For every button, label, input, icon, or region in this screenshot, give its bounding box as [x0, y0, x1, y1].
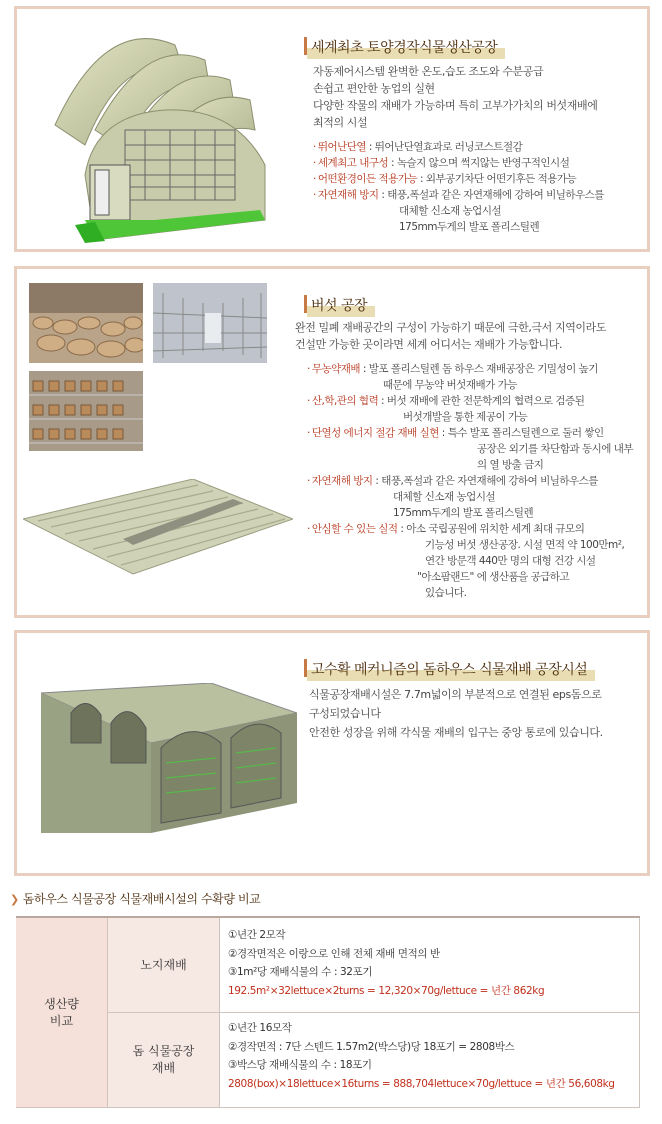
row-detail-lines [228, 926, 544, 1000]
bullet-text: : 녹슬지 않으며 썩지않는 반영구적인시설 [388, 157, 570, 169]
row-detail-lines [228, 1019, 615, 1093]
bullet-continuation: 175mm두게의 발포 폴리스틸렌 [399, 221, 540, 233]
bullet-key: 세계최고 내구성 [317, 157, 389, 169]
dome-factory-panel [14, 6, 650, 252]
bullet-item: · 단열성 에너지 절감 재배 실현 : 특수 발포 폴리스틸렌으로 둘러 쌓인 [307, 427, 604, 439]
detail-line: ③1m²당 재배식물의 수 : 32포기 [228, 966, 373, 978]
bullet-text: : 태풍,폭설과 같은 자연재해에 강하여 비닐하우스를 [372, 475, 598, 487]
bullet-text: : 태풍,폭설과 같은 자연재해에 강하여 비닐하우스를 [378, 189, 604, 201]
bullet-key: 무농약재배 [311, 363, 361, 375]
bullet-continuation: 의 열 방출 금지 [477, 459, 544, 471]
bullet-text: : 외부공기차단 어떤기후든 적용가능 [417, 173, 577, 185]
intro-line: 건설만 가능한 곳이라면 세계 어디서는 재배가 가능합니다. [295, 338, 563, 351]
bullet-text: : 발포 폴리스틸렌 돔 하우스 재배공장은 기밀성이 높기 [360, 363, 598, 375]
mushroom-photo-3 [29, 371, 143, 451]
bullet-key: 자연재해 방지 [317, 189, 379, 201]
yield-comparison-table [16, 916, 640, 1106]
bullet-text: : 뛰어난단열효과로 러닝코스트절감 [366, 141, 523, 153]
panel3-description [309, 685, 603, 742]
bullet-item: · 무농약재배 : 발포 폴리스틸렌 돔 하우스 재배공장은 기밀성이 높기 [307, 363, 598, 375]
panel2-bullets [307, 361, 633, 601]
bullet-key: 안심할 수 있는 실적 [311, 523, 398, 535]
detail-line: ①년간 2모작 [228, 929, 286, 941]
intro-line: 자동제어시스템 완벽한 온도,습도 조도와 수분공급 [313, 65, 544, 78]
dome-house-illustration [35, 15, 297, 245]
comparison-title-text: 돔하우스 식물공장 식물재배시설의 수확량 비교 [22, 892, 261, 906]
intro-line: 손쉽고 편안한 농업의 실현 [313, 82, 435, 95]
detail-line: ②경작면적은 이랑으로 인해 전체 재배 면적의 반 [228, 947, 440, 960]
panel2-intro [295, 319, 606, 353]
bullet-continuation: 175mm두게의 발포 폴리스틸렌 [393, 507, 534, 519]
bullet-item: · 자연재해 방지 : 태풍,폭설과 같은 자연재해에 강하여 비닐하우스를 [307, 475, 598, 487]
bullet-key: 뛰어난단열 [317, 141, 367, 153]
bullet-text: : 아소 국립공원에 위치한 세계 최대 규모의 [397, 523, 585, 535]
comparison-title [10, 890, 260, 907]
bullet-item: · 산,학,관의 협력 : 버섯 재배에 관한 전문학계의 협력으로 검증된 [307, 395, 585, 407]
bullet-key: 어떤환경이든 적용가능 [317, 173, 418, 185]
detail-line: ①년간 16모작 [228, 1022, 292, 1034]
panel3-heading: 고수확 메커니즘의 돔하우스 식물재배 공장시설 [307, 657, 595, 681]
panel1-intro [313, 63, 597, 131]
formula-line: 192.5m²×32lettuce×2turns = 12,320×70g/lettuce = 년간 862kg [228, 984, 545, 997]
bullet-continuation: 공장은 외기를 차단함과 동시에 내부 [477, 443, 633, 455]
mushroom-photo-2 [153, 283, 267, 363]
row-label: 노지재배 [108, 918, 220, 1013]
description-line: 식물공장재배시설은 7.7m넓이의 부분적으로 연결된 eps돔으로 [309, 688, 602, 701]
mushroom-photo-1 [29, 283, 143, 363]
bullet-item: · 자연재해 방지 : 태풍,폭설과 같은 자연재해에 강하여 비닐하우스를 [313, 189, 604, 201]
mushroom-factory-panel [14, 266, 650, 618]
panel2-heading: 버섯 공장 [307, 293, 375, 317]
bullet-key: 자연재해 방지 [311, 475, 373, 487]
bullet-continuation: 대체할 신소재 농업시설 [393, 491, 496, 503]
panel1-heading: 세계최초 토양경작식물생산공장 [307, 35, 505, 59]
arrow-right-icon: ❯ [10, 893, 19, 906]
high-yield-dome-panel [14, 630, 650, 876]
bullet-key: 산,학,관의 협력 [311, 395, 379, 407]
intro-line: 최적의 시설 [313, 116, 368, 129]
bullet-continuation: 연간 방문객 440만 명의 대형 건강 시설 [425, 555, 596, 567]
description-line: 안전한 성장을 위해 각식물 재배의 입구는 중앙 통로에 있습니다. [309, 726, 603, 739]
description-line: 구성되었습니다 [309, 707, 381, 720]
intro-line: 완전 밀폐 재배공간의 구성이 가능하기 때문에 극한,극서 지역이라도 [295, 321, 607, 334]
dome-cutaway-illustration [41, 683, 297, 833]
mushroom-dome-illustration [23, 479, 293, 579]
bullet-text: : 특수 발포 폴리스틸렌으로 둘러 쌓인 [438, 427, 604, 439]
bullet-text: : 버섯 재배에 관한 전문학계의 협력으로 검증된 [378, 395, 585, 407]
detail-line: ②경작면적 : 7단 스텐드 1.57m2(박스당)당 18포기 = 2808박스 [228, 1040, 515, 1053]
row-header: 생산량 비교 [16, 918, 108, 1108]
bullet-item: · 뛰어난단열 : 뛰어난단열효과로 러닝코스트절감 [313, 141, 523, 153]
panel1-bullets [313, 139, 604, 235]
bullet-continuation: 있습니다. [425, 587, 467, 599]
row-label: 돔 식물공장 재배 [108, 1013, 220, 1108]
bullet-item: · 세계최고 내구성 : 녹슬지 않으며 썩지않는 반영구적인시설 [313, 157, 570, 169]
bullet-item: · 어떤환경이든 적용가능 : 외부공기차단 어떤기후든 적용가능 [313, 173, 577, 185]
bullet-item: · 안심할 수 있는 실적 : 아소 국립공원에 위치한 세계 최대 규모의 [307, 523, 585, 535]
bullet-key: 단열성 에너지 절감 재배 실현 [311, 427, 439, 439]
formula-line: 2808(box)×18lettuce×16turns = 888,704lettuce×70g/lettuce = 년간 56,608kg [228, 1077, 615, 1090]
detail-line: ③박스당 재배식물의 수 : 18포기 [228, 1059, 372, 1071]
bullet-continuation: 때문에 무농약 버섯재배가 가능 [383, 379, 517, 391]
bullet-continuation: 기능성 버섯 생산공장. 시설 면적 약 100만m², [425, 539, 625, 551]
bullet-continuation: 대체할 신소재 농업시설 [399, 205, 502, 217]
intro-line: 다양한 작물의 재배가 가능하며 특히 고부가가치의 버섯재배에 [313, 99, 598, 112]
bullet-continuation: 버섯개발을 통한 제공이 가능 [403, 411, 528, 423]
bullet-continuation: "아소팜랜드" 에 생산품을 공급하고 [417, 571, 570, 583]
